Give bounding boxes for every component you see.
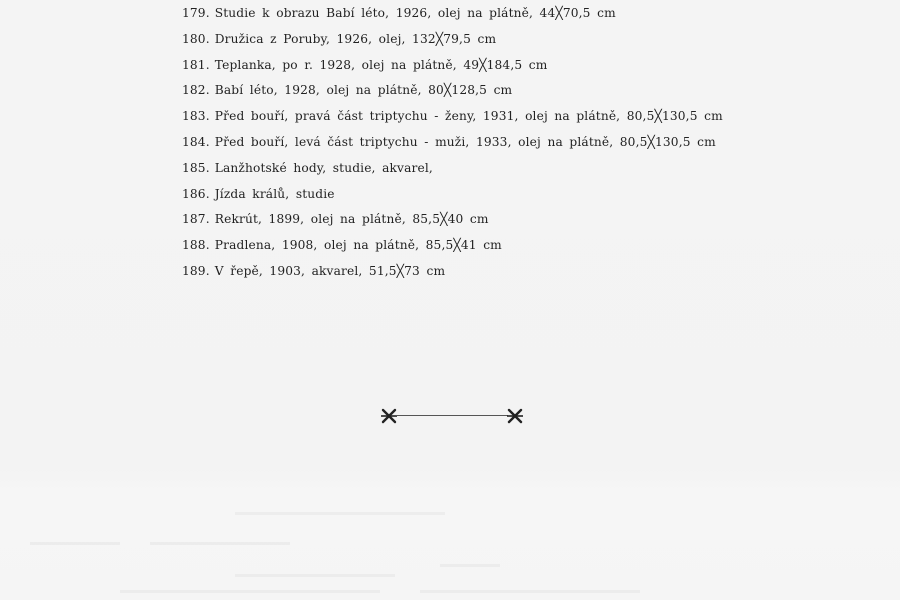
item-number: 180. <box>182 31 210 46</box>
reverse-page-showthrough <box>0 490 900 600</box>
item-text: V řepě, 1903, akvarel, 51,5╳73 cm <box>214 263 446 278</box>
item-text: Lanžhotské hody, studie, akvarel, <box>214 160 433 175</box>
catalog-list <box>182 1 723 285</box>
item-number: 185. <box>182 160 210 175</box>
decorative-divider <box>380 407 524 425</box>
catalog-item-181 <box>182 53 723 79</box>
item-text: Teplanka, po r. 1928, olej na plátně, 49╳184,5 cm <box>214 57 548 72</box>
item-text: Babí léto, 1928, olej na plátně, 80╳128,5 cm <box>214 83 513 98</box>
catalog-item-186 <box>182 182 723 208</box>
ornament-cross-icon <box>506 407 524 425</box>
ornament-cross-icon <box>380 407 398 425</box>
item-number: 179. <box>182 6 210 20</box>
item-number: 182. <box>182 83 210 98</box>
item-number: 186. <box>182 186 210 201</box>
item-number: 184. <box>182 134 210 149</box>
item-number: 181. <box>182 57 210 72</box>
catalog-item-188 <box>182 233 723 259</box>
item-number: 183. <box>182 109 210 124</box>
item-text: Před bouří, levá část triptychu - muži, 1933, olej na plátně, 80,5╳130,5 cm <box>214 134 716 149</box>
item-text: Před bouří, pravá část triptychu - ženy, 1931, olej na plátně, 80,5╳130,5 cm <box>214 109 723 124</box>
item-text: Studie k obrazu Babí léto, 1926, olej na plátně, 44╳70,5 cm <box>214 6 616 20</box>
item-number: 188. <box>182 238 210 253</box>
catalog-item-184 <box>182 130 723 156</box>
item-number: 189. <box>182 263 210 278</box>
catalog-item-183 <box>182 104 723 130</box>
item-text: Pradlena, 1908, olej na plátně, 85,5╳41 cm <box>214 238 502 253</box>
catalog-item-182 <box>182 78 723 104</box>
item-number: 187. <box>182 212 210 227</box>
catalog-item-180 <box>182 27 723 53</box>
catalog-item-189 <box>182 259 723 285</box>
catalog-item-185 <box>182 156 723 182</box>
divider-line <box>396 415 508 416</box>
item-text: Družica z Poruby, 1926, olej, 132╳79,5 cm <box>214 31 497 46</box>
item-text: Jízda králů, studie <box>214 186 335 201</box>
catalog-item-179 <box>182 1 723 27</box>
catalog-item-187 <box>182 207 723 233</box>
item-text: Rekrút, 1899, olej na plátně, 85,5╳40 cm <box>214 212 489 227</box>
